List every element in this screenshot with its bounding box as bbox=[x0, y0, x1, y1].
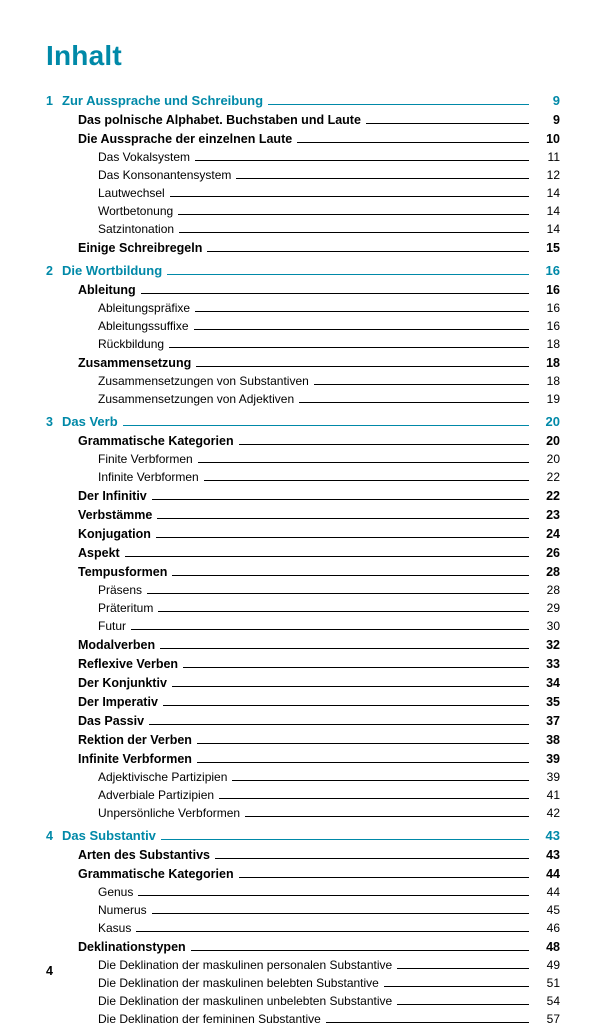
toc-leader-line bbox=[149, 724, 529, 725]
toc-leader-line bbox=[397, 1004, 529, 1005]
toc-entry-label: Modalverben bbox=[78, 638, 156, 652]
toc-leader-line bbox=[215, 858, 529, 859]
toc-entry[interactable] bbox=[46, 302, 560, 315]
toc-entry[interactable] bbox=[46, 114, 560, 127]
toc-entry[interactable] bbox=[46, 807, 560, 820]
toc-entry-page: 51 bbox=[546, 976, 560, 990]
toc-entry-page: 34 bbox=[546, 676, 560, 690]
toc-entry-page: 22 bbox=[546, 470, 560, 484]
toc-leader-line bbox=[163, 705, 529, 706]
toc-entry-label: Ableitungssuffixe bbox=[98, 319, 189, 333]
table-of-contents bbox=[46, 94, 560, 1026]
toc-entry[interactable] bbox=[46, 490, 560, 503]
toc-entry[interactable] bbox=[46, 734, 560, 747]
toc-entry[interactable] bbox=[46, 284, 560, 297]
toc-entry-label: Präteritum bbox=[98, 601, 154, 615]
toc-entry-page: 43 bbox=[546, 848, 560, 862]
toc-entry-label: Adverbiale Partizipien bbox=[98, 788, 215, 802]
toc-entry[interactable] bbox=[46, 771, 560, 784]
toc-leader-line bbox=[167, 274, 529, 275]
toc-entry-label: Grammatische Kategorien bbox=[78, 434, 234, 448]
toc-entry-label: Die Deklination der maskulinen personalen Substantive bbox=[98, 958, 393, 972]
toc-entry[interactable] bbox=[46, 868, 560, 881]
toc-entry-label: Präsens bbox=[98, 583, 143, 597]
toc-leader-line bbox=[147, 593, 529, 594]
toc-leader-line bbox=[183, 667, 529, 668]
toc-entry-label: Zusammensetzungen von Substantiven bbox=[98, 374, 309, 388]
toc-entry[interactable] bbox=[46, 320, 560, 333]
toc-leader-line bbox=[268, 104, 529, 105]
toc-leader-line bbox=[397, 968, 529, 969]
toc-entry-page: 14 bbox=[546, 204, 560, 218]
toc-leader-line bbox=[169, 347, 529, 348]
toc-leader-line bbox=[196, 366, 529, 367]
toc-leader-line bbox=[197, 743, 529, 744]
toc-leader-line bbox=[131, 629, 529, 630]
toc-entry[interactable] bbox=[46, 547, 560, 560]
toc-entry-label: Das Verb bbox=[62, 414, 118, 429]
toc-entry[interactable] bbox=[46, 620, 560, 633]
toc-leader-line bbox=[326, 1022, 529, 1023]
toc-entry-page: 20 bbox=[546, 434, 560, 448]
toc-entry-page: 11 bbox=[547, 150, 560, 164]
toc-entry[interactable] bbox=[46, 471, 560, 484]
toc-entry[interactable] bbox=[46, 904, 560, 917]
toc-leader-line bbox=[194, 329, 529, 330]
toc-entry[interactable] bbox=[46, 602, 560, 615]
toc-entry-label: Ableitungspräfixe bbox=[98, 301, 191, 315]
toc-entry[interactable] bbox=[46, 789, 560, 802]
toc-entry[interactable] bbox=[46, 959, 560, 972]
toc-leader-line bbox=[191, 950, 529, 951]
toc-entry-page: 41 bbox=[546, 788, 560, 802]
toc-leader-line bbox=[197, 762, 529, 763]
toc-entry-page: 14 bbox=[546, 222, 560, 236]
toc-entry[interactable] bbox=[46, 886, 560, 899]
toc-entry[interactable] bbox=[46, 639, 560, 652]
toc-entry-label: Der Infinitiv bbox=[78, 489, 147, 503]
toc-entry-page: 29 bbox=[546, 601, 560, 615]
toc-entry-page: 24 bbox=[546, 527, 560, 541]
toc-leader-line bbox=[239, 444, 529, 445]
toc-entry[interactable] bbox=[46, 566, 560, 579]
toc-entry-page: 16 bbox=[546, 283, 560, 297]
toc-entry-page: 28 bbox=[546, 565, 560, 579]
toc-entry[interactable] bbox=[46, 715, 560, 728]
toc-entry-label: Rückbildung bbox=[98, 337, 165, 351]
toc-leader-line bbox=[160, 648, 529, 649]
toc-entry-page: 54 bbox=[546, 994, 560, 1008]
toc-leader-line bbox=[195, 160, 529, 161]
toc-entry-label: Einige Schreibregeln bbox=[78, 241, 203, 255]
toc-entry-page: 37 bbox=[546, 714, 560, 728]
toc-entry[interactable] bbox=[46, 205, 560, 218]
toc-entry-page: 16 bbox=[546, 319, 560, 333]
toc-entry-label: Genus bbox=[98, 885, 134, 899]
toc-entry[interactable] bbox=[46, 415, 560, 429]
toc-entry[interactable] bbox=[46, 753, 560, 766]
toc-entry-label: Tempusformen bbox=[78, 565, 168, 579]
toc-entry[interactable] bbox=[46, 849, 560, 862]
toc-leader-line bbox=[219, 798, 529, 799]
toc-entry-label: Die Deklination der maskulinen belebten Substantive bbox=[98, 976, 379, 990]
toc-entry-label: Das Substantiv bbox=[62, 828, 156, 843]
toc-entry[interactable] bbox=[46, 677, 560, 690]
toc-entry-label: Die Aussprache der einzelnen Laute bbox=[78, 132, 293, 146]
toc-entry-label: Infinite Verbformen bbox=[78, 752, 192, 766]
toc-entry[interactable] bbox=[46, 357, 560, 370]
toc-entry-label: Wortbetonung bbox=[98, 204, 174, 218]
toc-leader-line bbox=[172, 575, 529, 576]
toc-entry-page: 44 bbox=[546, 867, 560, 881]
toc-entry[interactable] bbox=[46, 977, 560, 990]
toc-entry-page: 44 bbox=[546, 885, 560, 899]
toc-entry-page: 9 bbox=[553, 113, 560, 127]
toc-entry-page: 16 bbox=[546, 301, 560, 315]
toc-entry[interactable] bbox=[46, 393, 560, 406]
toc-leader-line bbox=[178, 214, 529, 215]
toc-entry-label: Futur bbox=[98, 619, 127, 633]
toc-leader-line bbox=[136, 931, 529, 932]
toc-entry[interactable] bbox=[46, 169, 560, 182]
toc-entry-label: Das Konsonantensystem bbox=[98, 168, 232, 182]
toc-entry[interactable] bbox=[46, 696, 560, 709]
toc-entry-label: Zusammensetzungen von Adjektiven bbox=[98, 392, 295, 406]
toc-entry[interactable] bbox=[46, 922, 560, 935]
toc-entry-label: Numerus bbox=[98, 903, 147, 917]
toc-entry-label: Die Deklination der femininen Substantive bbox=[98, 1012, 321, 1026]
toc-entry[interactable] bbox=[46, 94, 560, 108]
toc-leader-line bbox=[152, 913, 529, 914]
toc-entry[interactable] bbox=[46, 658, 560, 671]
toc-entry-page: 20 bbox=[546, 452, 560, 466]
toc-entry-page: 22 bbox=[546, 489, 560, 503]
toc-entry-label: Adjektivische Partizipien bbox=[98, 770, 228, 784]
toc-entry-label: Reflexive Verben bbox=[78, 657, 179, 671]
toc-entry-label: Rektion der Verben bbox=[78, 733, 192, 747]
toc-entry-page: 48 bbox=[546, 940, 560, 954]
toc-entry-page: 18 bbox=[546, 356, 560, 370]
toc-entry-label: Lautwechsel bbox=[98, 186, 165, 200]
toc-entry-label: Konjugation bbox=[78, 527, 151, 541]
toc-entry-number: 3 bbox=[46, 415, 53, 429]
toc-leader-line bbox=[170, 196, 529, 197]
toc-entry[interactable] bbox=[46, 995, 560, 1008]
toc-entry-label: Ableitung bbox=[78, 283, 136, 297]
toc-entry-label: Deklinationstypen bbox=[78, 940, 186, 954]
toc-entry[interactable] bbox=[46, 584, 560, 597]
toc-leader-line bbox=[157, 518, 529, 519]
toc-entry[interactable] bbox=[46, 941, 560, 954]
toc-entry-page: 43 bbox=[545, 828, 560, 843]
toc-leader-line bbox=[236, 178, 529, 179]
toc-entry[interactable] bbox=[46, 133, 560, 146]
toc-entry[interactable] bbox=[46, 338, 560, 351]
toc-entry-label: Kasus bbox=[98, 921, 132, 935]
toc-entry-page: 26 bbox=[546, 546, 560, 560]
toc-entry-page: 14 bbox=[546, 186, 560, 200]
toc-entry-label: Die Wortbildung bbox=[62, 263, 163, 278]
toc-leader-line bbox=[384, 986, 529, 987]
toc-entry-page: 12 bbox=[546, 168, 560, 182]
toc-entry[interactable] bbox=[46, 375, 560, 388]
toc-entry-page: 39 bbox=[546, 770, 560, 784]
toc-leader-line bbox=[138, 895, 529, 896]
toc-leader-line bbox=[195, 311, 529, 312]
toc-entry-label: Zusammensetzung bbox=[78, 356, 192, 370]
toc-entry-page: 46 bbox=[546, 921, 560, 935]
toc-leader-line bbox=[172, 686, 529, 687]
toc-leader-line bbox=[299, 402, 529, 403]
toc-leader-line bbox=[141, 293, 529, 294]
toc-entry-page: 39 bbox=[546, 752, 560, 766]
toc-entry-label: Aspekt bbox=[78, 546, 120, 560]
toc-entry-page: 33 bbox=[546, 657, 560, 671]
toc-entry[interactable] bbox=[46, 264, 560, 278]
toc-entry-page: 18 bbox=[546, 337, 560, 351]
toc-entry-page: 10 bbox=[546, 132, 560, 146]
toc-leader-line bbox=[158, 611, 529, 612]
toc-entry-page: 23 bbox=[546, 508, 560, 522]
toc-entry[interactable] bbox=[46, 187, 560, 200]
toc-entry-label: Das Passiv bbox=[78, 714, 145, 728]
toc-entry[interactable] bbox=[46, 528, 560, 541]
toc-entry-label: Das polnische Alphabet. Buchstaben und Laute bbox=[78, 113, 361, 127]
toc-entry[interactable] bbox=[46, 453, 560, 466]
toc-leader-line bbox=[239, 877, 529, 878]
toc-leader-line bbox=[125, 556, 529, 557]
toc-entry[interactable] bbox=[46, 242, 560, 255]
toc-entry-page: 9 bbox=[552, 93, 560, 108]
toc-entry[interactable] bbox=[46, 509, 560, 522]
toc-entry-page: 42 bbox=[546, 806, 560, 820]
toc-entry-label: Zur Aussprache und Schreibung bbox=[62, 93, 264, 108]
toc-entry-label: Infinite Verbformen bbox=[98, 470, 199, 484]
toc-leader-line bbox=[245, 816, 529, 817]
toc-entry-label: Verbstämme bbox=[78, 508, 153, 522]
toc-entry-label: Satzintonation bbox=[98, 222, 175, 236]
toc-leader-line bbox=[179, 232, 529, 233]
toc-entry-label: Der Konjunktiv bbox=[78, 676, 167, 690]
toc-leader-line bbox=[232, 780, 529, 781]
toc-entry-number: 4 bbox=[46, 829, 53, 843]
toc-entry[interactable] bbox=[46, 223, 560, 236]
toc-leader-line bbox=[198, 462, 529, 463]
toc-entry-page: 19 bbox=[546, 392, 560, 406]
toc-entry-page: 32 bbox=[546, 638, 560, 652]
toc-entry-label: Grammatische Kategorien bbox=[78, 867, 234, 881]
toc-leader-line bbox=[207, 251, 529, 252]
toc-entry-number: 1 bbox=[46, 94, 53, 108]
toc-entry-page: 57 bbox=[546, 1012, 560, 1026]
toc-entry[interactable] bbox=[46, 151, 560, 164]
toc-leader-line bbox=[161, 839, 529, 840]
toc-entry-page: 38 bbox=[546, 733, 560, 747]
toc-entry-page: 35 bbox=[546, 695, 560, 709]
page-number: 4 bbox=[46, 964, 53, 978]
toc-entry[interactable] bbox=[46, 829, 560, 843]
toc-leader-line bbox=[366, 123, 529, 124]
toc-entry-label: Arten des Substantivs bbox=[78, 848, 210, 862]
toc-entry-label: Finite Verbformen bbox=[98, 452, 193, 466]
toc-entry-label: Die Deklination der maskulinen unbelebten Substantive bbox=[98, 994, 393, 1008]
toc-leader-line bbox=[204, 480, 529, 481]
toc-leader-line bbox=[314, 384, 529, 385]
toc-leader-line bbox=[156, 537, 529, 538]
toc-entry-page: 15 bbox=[546, 241, 560, 255]
toc-entry-page: 16 bbox=[545, 263, 560, 278]
toc-leader-line bbox=[123, 425, 529, 426]
toc-entry-page: 18 bbox=[546, 374, 560, 388]
toc-entry-label: Unpersönliche Verbformen bbox=[98, 806, 241, 820]
toc-leader-line bbox=[297, 142, 529, 143]
toc-entry-page: 49 bbox=[546, 958, 560, 972]
page-title: Inhalt bbox=[46, 40, 122, 71]
toc-entry[interactable] bbox=[46, 435, 560, 448]
toc-leader-line bbox=[152, 499, 529, 500]
toc-entry-page: 20 bbox=[545, 414, 560, 429]
toc-entry-page: 30 bbox=[546, 619, 560, 633]
toc-entry-page: 28 bbox=[546, 583, 560, 597]
toc-entry-number: 2 bbox=[46, 264, 53, 278]
toc-entry-page: 45 bbox=[546, 903, 560, 917]
toc-entry-label: Der Imperativ bbox=[78, 695, 158, 709]
toc-entry-label: Das Vokalsystem bbox=[98, 150, 191, 164]
